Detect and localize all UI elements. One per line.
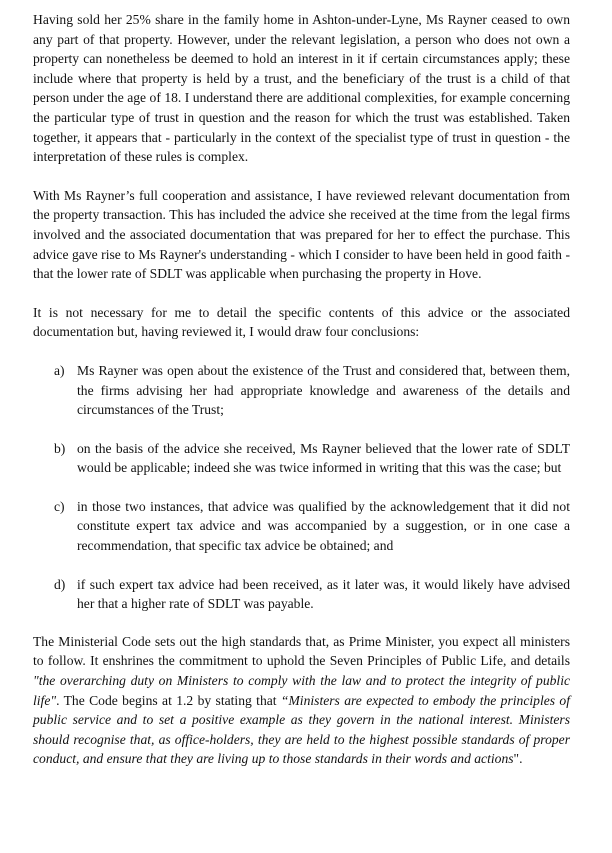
list-item xyxy=(33,575,570,614)
code-quote-expectations: “Ministers are expected to embody the principles of public service and to set a positive example as they govern in the national interest. Ministers should recognise that, as office-holders, they are held to the highest possible standards of proper conduct, and ensure that they are living up to those standards in their words and actions xyxy=(33,692,570,767)
paragraph-conclusions-intro: It is not necessary for me to detail the specific contents of this advice or the associated documentation but, having reviewed it, I would draw four conclusions: xyxy=(33,304,570,340)
conclusions-list xyxy=(33,361,570,614)
list-item-text: in those two instances, that advice was qualified by the acknowledgement that it did not constitute expert tax advice and was accompanied by a suggestion, or in one case a recommendation, that specific tax advice be obtained; and xyxy=(77,498,570,554)
paragraph-property-interest: Having sold her 25% share in the family home in Ashton-under-Lyne, Ms Rayner ceased to own any part of that property. However, under the relevant legislation, a person who does not own a property can nonetheless be deemed to hold an interest in it if certain circumstances apply; these include where that property is held by a trust, and the beneficiary of the trust is a child of that person under the age of 18. I understand there are additional complexities, for example concerning the particular type of trust in question and the reason for which the trust was established. Taken together, it appears that - particularly in the context of the specialist type of trust in question - the interpretation of these rules is complex. xyxy=(33,12,570,165)
list-marker: a) xyxy=(54,362,65,378)
list-marker: d) xyxy=(54,576,66,592)
list-marker: c) xyxy=(54,498,65,514)
code-middle-text: . The Code begins at 1.2 by stating that xyxy=(56,692,281,708)
code-end-text: ". xyxy=(513,751,523,767)
code-quote-duty: "the overarching duty on Ministers to comply with the law and to protect the integrity of public life" xyxy=(33,673,570,708)
list-item-text: on the basis of the advice she received, Ms Rayner believed that the lower rate of SDLT would be applicable; indeed she was twice informed in writing that this was the case; but xyxy=(77,440,570,476)
list-item xyxy=(33,439,570,478)
list-item-text: Ms Rayner was open about the existence of the Trust and considered that, between them, the firms advising her had appropriate knowledge and awareness of the details and circumstances of the Trust; xyxy=(77,362,570,418)
list-item-text: if such expert tax advice had been received, as it later was, it would likely have advised her that a higher rate of SDLT was payable. xyxy=(77,576,570,612)
paragraph-ministerial-code xyxy=(33,632,570,769)
paragraph-documentation-review: With Ms Rayner’s full cooperation and assistance, I have reviewed relevant documentation from the property transaction. This has included the advice she received at the time from the legal firms involved and the associated documentation that was prepared for her to effect the purchase. This advice gave rise to Ms Rayner's understanding - which I consider to have been held in good faith - that the lower rate of SDLT was applicable when purchasing the property in Hove. xyxy=(33,187,570,282)
list-marker: b) xyxy=(54,440,66,456)
list-item xyxy=(33,497,570,556)
code-intro-text: The Ministerial Code sets out the high standards that, as Prime Minister, you expect all ministers to follow. It enshrines the commitment to uphold the Seven Principles of Public Life, and details xyxy=(33,633,570,669)
list-item xyxy=(33,361,570,420)
